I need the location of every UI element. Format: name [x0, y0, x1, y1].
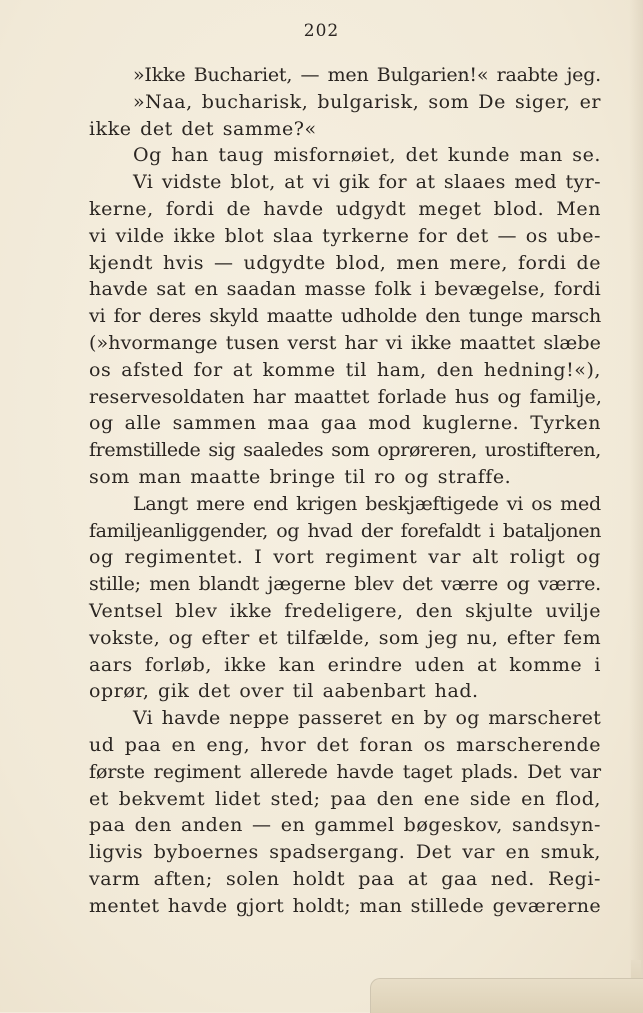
text-line: kjendt hvis — udgydte blod, men mere, fordi de: [89, 251, 601, 274]
text-line: reservesoldaten har maattet forlade hus og familje,: [89, 385, 602, 408]
text-line: mentet havde gjort holdt; man stillede geværerne: [89, 894, 602, 917]
text-line: fremstillede sig saaledes som oprøreren, urostifteren,: [89, 439, 601, 462]
text-line: Ventsel blev ikke fredeligere, den skjulte uvilje: [89, 599, 601, 622]
text-line: første regiment allerede havde taget plads. Det var: [89, 760, 601, 783]
text-line: »Naa, bucharisk, bulgarisk, som De siger, er: [133, 90, 601, 113]
text-line: ikke det det samme?«: [89, 117, 317, 140]
text-line: et bekvemt lidet sted; paa den ene side en flod,: [89, 787, 601, 810]
text-line: vi vilde ikke blot slaa tyrkerne for det — os ube-: [89, 224, 601, 247]
page-edge-shadow: [629, 0, 643, 1012]
text-line: aars forløb, ikke kan erindre uden at komme i: [89, 653, 601, 676]
page-number: 202: [303, 21, 340, 41]
text-line: Og han taug misfornøiet, det kunde man se.: [133, 144, 601, 167]
body-text: [89, 62, 601, 920]
text-line: som man maatte bringe til ro og straffe.: [89, 465, 512, 488]
text-line: Langt mere end krigen beskjæftigede vi os med: [133, 492, 601, 515]
text-line: familjeanliggender, og hvad der forefaldt i bataljonen: [89, 519, 601, 542]
text-line: Vi havde neppe passeret en by og marscheret: [133, 707, 601, 730]
text-line: havde sat en saadan masse folk i bevægelse, fordi: [89, 278, 601, 301]
text-line: stille; men blandt jægerne blev det værre og værre.: [89, 573, 601, 596]
page-corner-curl: [370, 978, 643, 1013]
text-line: oprør, gik det over til aabenbart had.: [89, 680, 479, 703]
text-line: Vi vidste blot, at vi gik for at slaaes med tyr-: [133, 171, 601, 194]
text-line: os afsted for at komme til ham, den hedning!«),: [89, 358, 601, 381]
text-line: kerne, fordi de havde udgydt meget blod. Men: [89, 197, 601, 220]
text-line: ligvis byboernes spadsergang. Det var en smuk,: [89, 841, 601, 864]
text-line: og regimentet. I vort regiment var alt roligt og: [89, 546, 601, 569]
text-line: ud paa en eng, hvor det foran os marscherende: [89, 733, 601, 756]
text-line: (»hvormange tusen verst har vi ikke maattet slæbe: [89, 331, 601, 354]
text-line: varm aften; solen holdt paa at gaa ned. Regi-: [89, 867, 601, 890]
text-line: »Ikke Buchariet, — men Bulgarien!« raabte jeg.: [133, 64, 601, 86]
text-line: vi for deres skyld maatte udholde den tunge marsch: [89, 305, 601, 328]
text-line: paa den anden — en gammel bøgeskov, sandsyn-: [89, 814, 601, 837]
text-line: og alle sammen maa gaa mod kuglerne. Tyrken: [89, 412, 601, 435]
text-line: vokste, og efter et tilfælde, som jeg nu, efter fem: [89, 626, 601, 649]
